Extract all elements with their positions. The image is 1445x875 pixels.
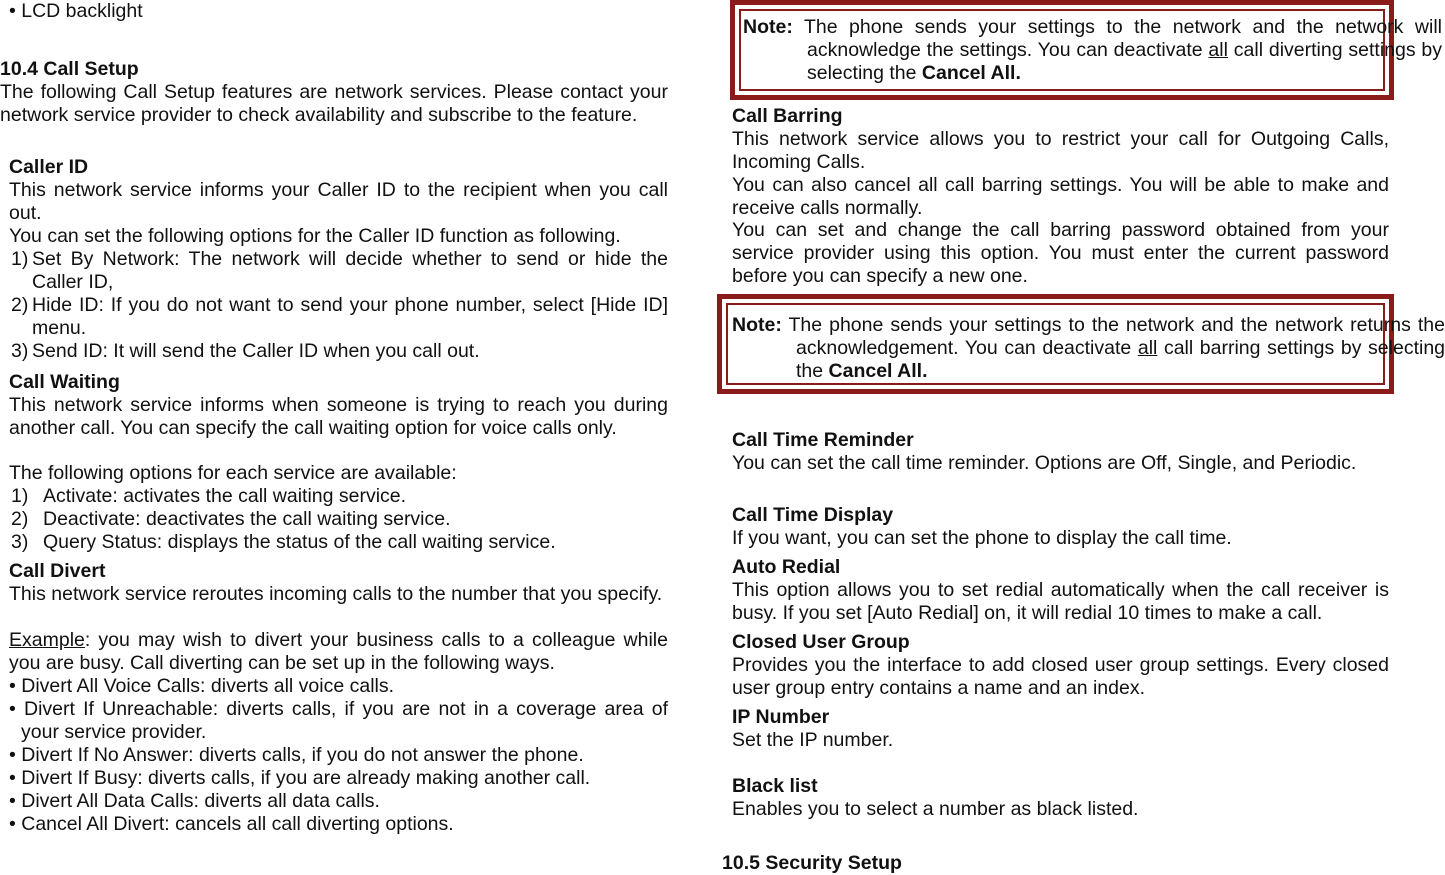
note-underlined-word: all bbox=[1137, 337, 1158, 359]
lcd-backlight-bullet: • LCD backlight bbox=[9, 0, 143, 22]
call-time-display-title: Call Time Display bbox=[732, 504, 894, 526]
call-waiting-description: This network service informs when someone is trying to reach you during another call. You can specify the call waiting option for voice calls only. bbox=[9, 394, 668, 439]
call-waiting-option-activate: Activate: activates the call waiting service. bbox=[43, 485, 407, 507]
note-cancel-all: Cancel All. bbox=[921, 62, 1021, 84]
note-underlined-word: all bbox=[1208, 39, 1228, 61]
call-divert-title: Call Divert bbox=[9, 560, 106, 582]
call-barring-description: This network service allows you to restrict your call for Outgoing Calls, Incoming Calls. bbox=[732, 128, 1389, 173]
section-title-call-setup: 10.4 Call Setup bbox=[0, 58, 139, 80]
auto-redial-text: This option allows you to set redial automatically when the call receiver is busy. If you set [Auto Redial] on, it will redial 10 times to make a call. bbox=[732, 579, 1389, 624]
example-label: Example bbox=[9, 629, 85, 651]
note-call-barring-text bbox=[732, 314, 1445, 383]
call-setup-intro: The following Call Setup features are network services. Please contact your network service provider to check availability and subscribe to the feature. bbox=[0, 81, 668, 126]
list-number: 1) bbox=[11, 248, 29, 270]
divert-option-all-voice: • Divert All Voice Calls: diverts all voice calls. bbox=[9, 675, 395, 697]
call-divert-example bbox=[9, 629, 668, 675]
caller-id-title: Caller ID bbox=[9, 156, 89, 178]
caller-id-option-hide-id: Hide ID: If you do not want to send your phone number, select [Hide ID] menu. bbox=[32, 294, 668, 339]
call-barring-cancel-info: You can also cancel all call barring settings. You will be able to make and receive calls normally. bbox=[732, 174, 1389, 219]
list-number: 3) bbox=[11, 340, 29, 362]
list-number: 1) bbox=[11, 485, 29, 507]
divert-option-all-data: • Divert All Data Calls: diverts all data calls. bbox=[9, 790, 380, 812]
closed-user-group-text: Provides you the interface to add closed user group settings. Every closed user group entry contains a name and an index. bbox=[732, 654, 1389, 699]
call-time-reminder-title: Call Time Reminder bbox=[732, 429, 914, 451]
black-list-title: Black list bbox=[732, 775, 818, 797]
note-text-part: call diverting settings by selecting the bbox=[807, 39, 1443, 84]
note-text-part: The phone sends your settings to the network and the network will acknowledge the settings. You can deactivate bbox=[792, 16, 1442, 61]
note-label: Note: bbox=[732, 314, 782, 336]
closed-user-group-title: Closed User Group bbox=[732, 631, 910, 653]
note-cancel-all: Cancel All. bbox=[828, 360, 928, 382]
call-waiting-title: Call Waiting bbox=[9, 371, 120, 393]
example-text: : you may wish to divert your business calls to a colleague while you are busy. Call diverting can be set up in the following ways. bbox=[9, 629, 668, 674]
list-number: 2) bbox=[11, 294, 29, 316]
divert-option-busy: • Divert If Busy: diverts calls, if you are already making another call. bbox=[9, 767, 591, 789]
ip-number-text: Set the IP number. bbox=[732, 729, 894, 751]
note-label: Note: bbox=[743, 16, 793, 38]
section-title-security-setup: 10.5 Security Setup bbox=[722, 852, 902, 874]
call-waiting-option-deactivate: Deactivate: deactivates the call waiting service. bbox=[43, 508, 451, 530]
call-barring-title: Call Barring bbox=[732, 105, 843, 127]
call-divert-description: This network service reroutes incoming calls to the number that you specify. bbox=[9, 583, 663, 605]
caller-id-options-intro: You can set the following options for the Caller ID function as following. bbox=[9, 225, 621, 247]
call-time-display-text: If you want, you can set the phone to display the call time. bbox=[732, 527, 1232, 549]
note-call-divert-text bbox=[743, 16, 1442, 85]
call-waiting-option-query-status: Query Status: displays the status of the call waiting service. bbox=[43, 531, 556, 553]
list-number: 3) bbox=[11, 531, 29, 553]
caller-id-option-set-by-network: Set By Network: The network will decide whether to send or hide the Caller ID, bbox=[32, 248, 668, 293]
ip-number-title: IP Number bbox=[732, 706, 830, 728]
auto-redial-title: Auto Redial bbox=[732, 556, 841, 578]
divert-option-unreachable: • Divert If Unreachable: diverts calls, if you are not in a coverage area of your service provider. bbox=[9, 698, 668, 743]
caller-id-description: This network service informs your Caller ID to the recipient when you call out. bbox=[9, 179, 668, 224]
caller-id-option-send-id: Send ID: It will send the Caller ID when you call out. bbox=[32, 340, 480, 362]
note-box-call-divert bbox=[730, 0, 1443, 100]
call-time-reminder-text: You can set the call time reminder. Options are Off, Single, and Periodic. bbox=[732, 452, 1357, 474]
note-text-part: The phone sends your settings to the network and the network returns the acknowledgement. You can deactivate bbox=[781, 314, 1445, 359]
note-text-part: call barring settings by selecting the bbox=[796, 337, 1445, 382]
list-number: 2) bbox=[11, 508, 29, 530]
call-barring-password-info: You can set and change the call barring password obtained from your service provider using this option. You must enter the current password before you can specify a new one. bbox=[732, 219, 1389, 287]
divert-option-cancel-all: • Cancel All Divert: cancels all call diverting options. bbox=[9, 813, 454, 835]
black-list-text: Enables you to select a number as black listed. bbox=[732, 798, 1139, 820]
note-box-call-barring bbox=[717, 294, 1445, 394]
divert-option-no-answer: • Divert If No Answer: diverts calls, if you do not answer the phone. bbox=[9, 744, 584, 766]
call-waiting-options-intro: The following options for each service are available: bbox=[9, 462, 457, 484]
